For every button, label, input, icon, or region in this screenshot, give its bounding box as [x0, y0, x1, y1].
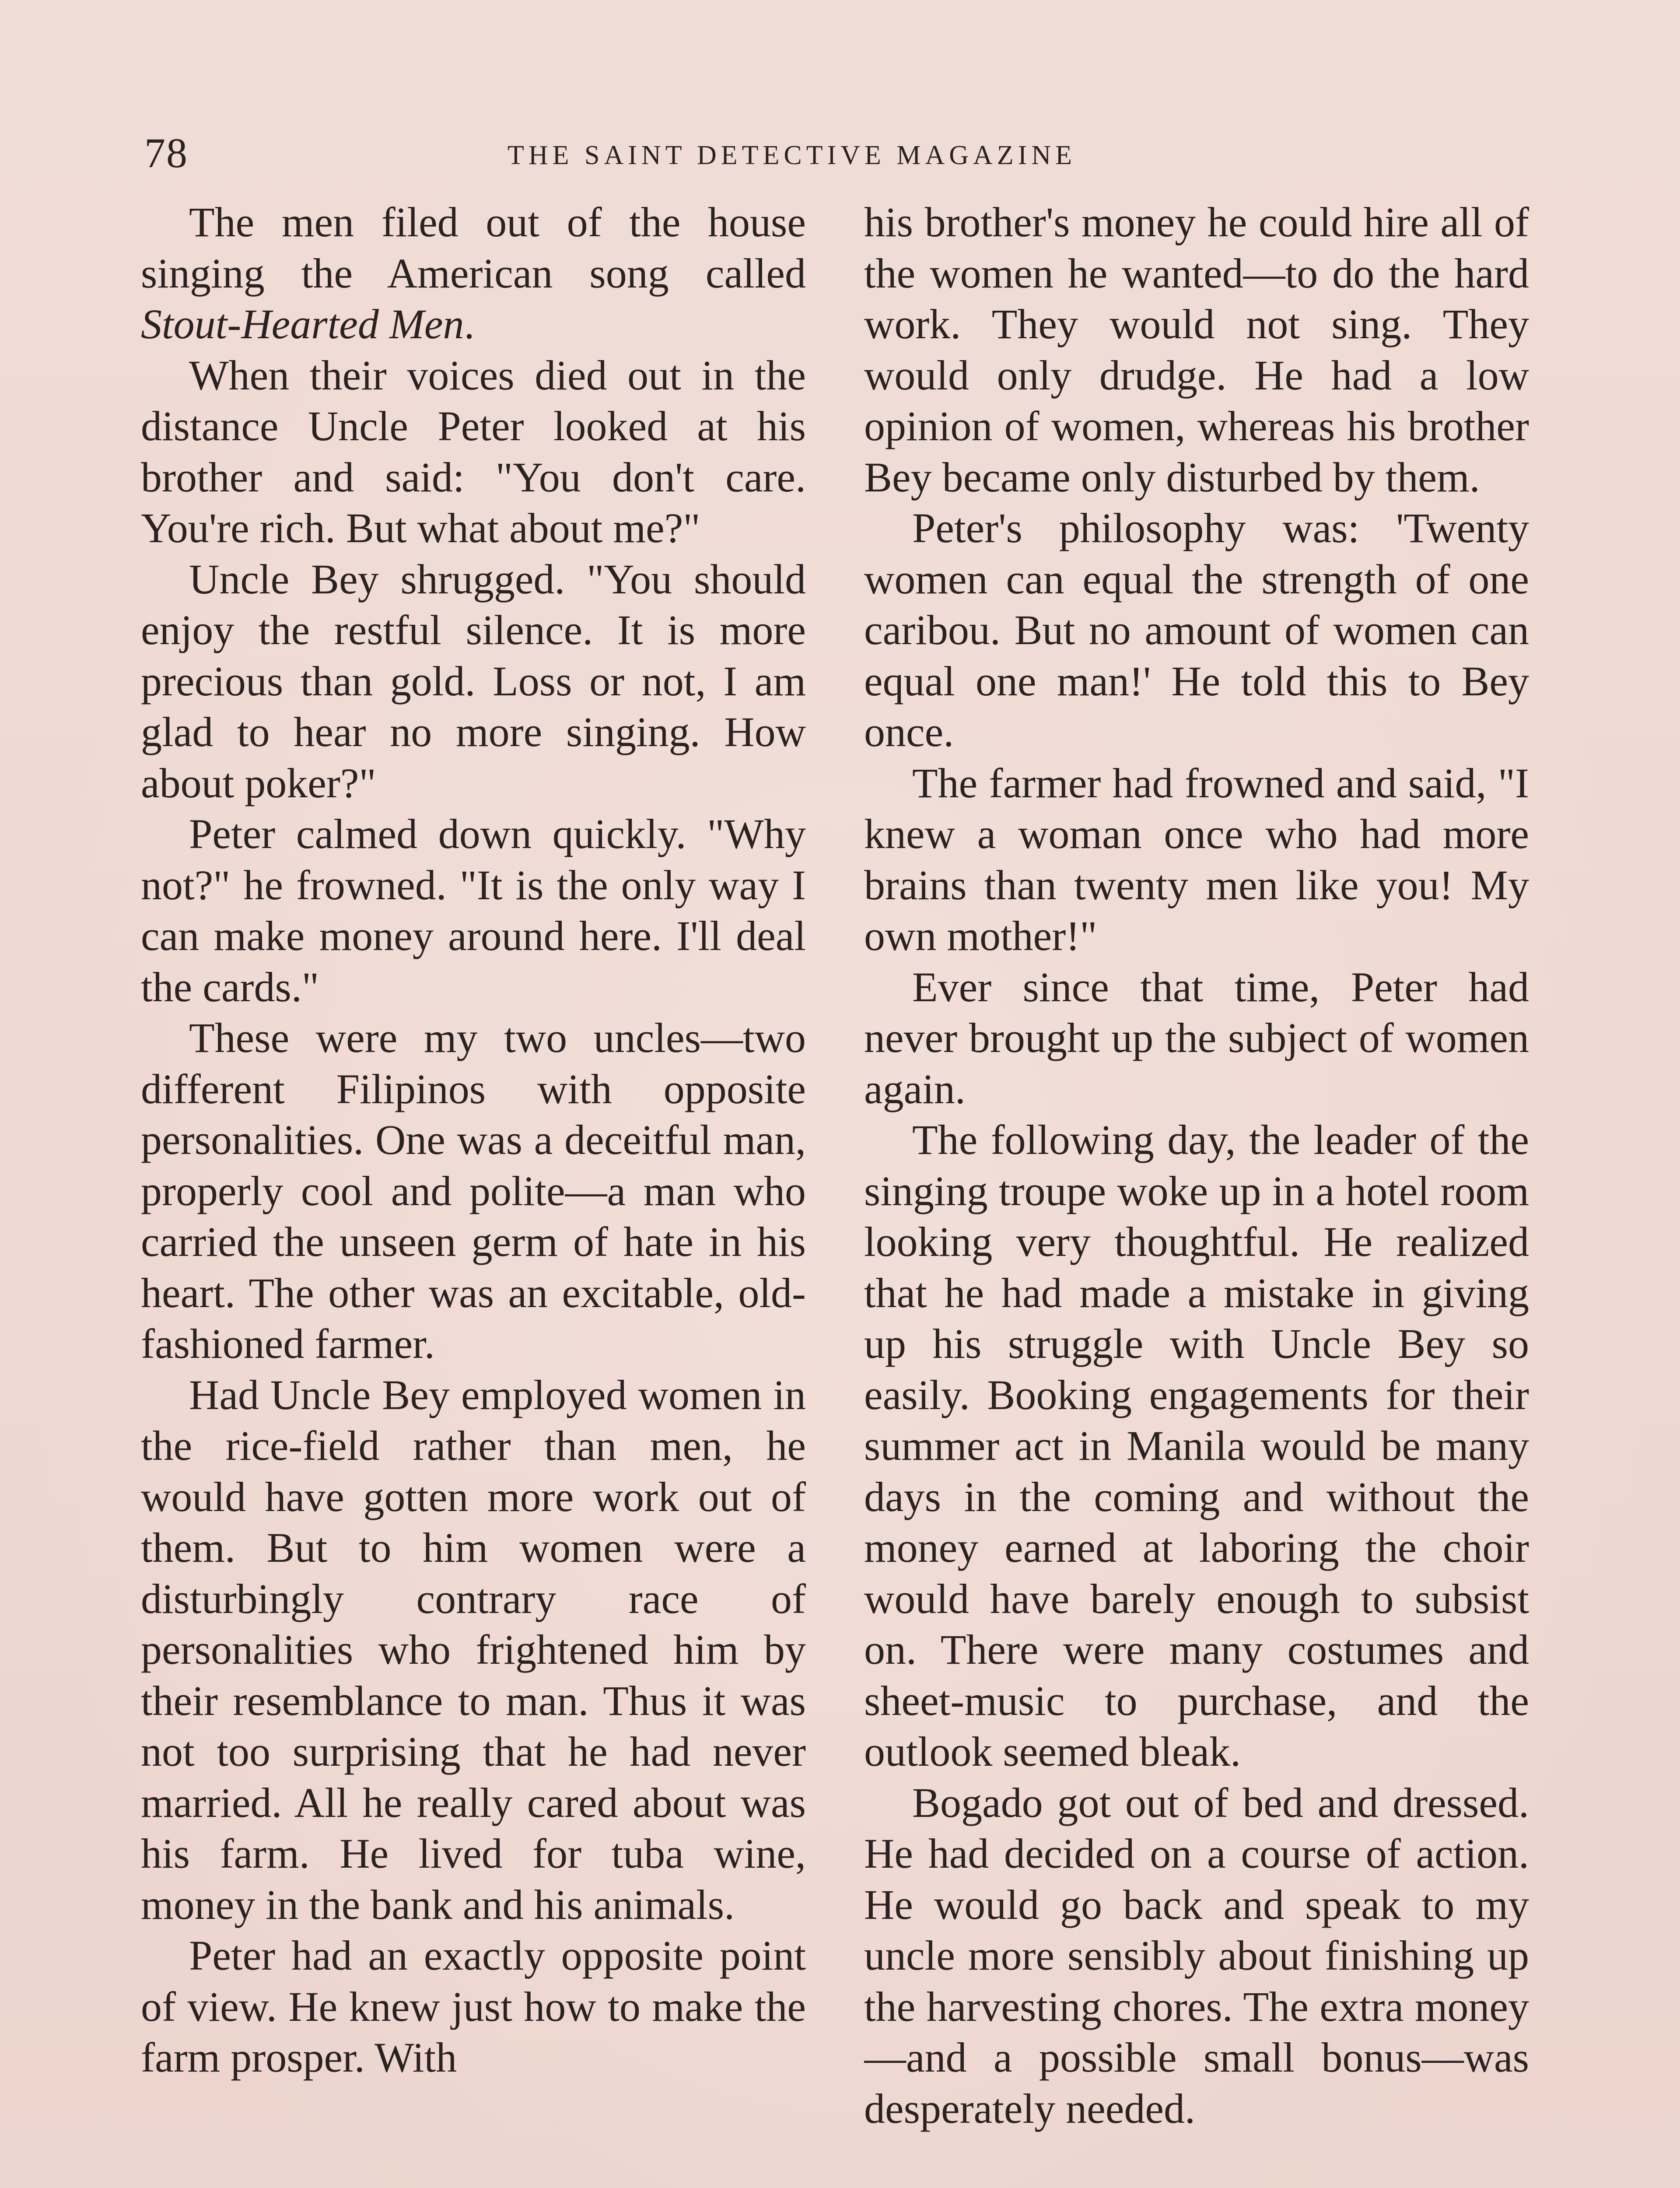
- paragraph-continued: his brother's money he could hire all of the women he wanted—to do the hard work. They would not sing. They would only drudge. He had a low opinion of women, whereas his brother Bey became only disturbed by them.: [864, 199, 1529, 501]
- paragraph-text: The men filed out of the house singing the American song called: [141, 199, 806, 297]
- paragraph: Ever since that time, Peter had never brought up the subject of women again.: [864, 963, 1529, 1112]
- page-header: [144, 127, 1536, 179]
- paragraph: Peter calmed down quickly. "Why not?" he frowned. "It is the only way I can make money around here. I'll deal the cards.": [141, 810, 806, 1010]
- paragraph: Had Uncle Bey employed women in the rice-field rather than men, he would have gotten more work out of them. But to him women were a disturbingly contrary race of personalities who frightened him by their resemblance to man. Thus it was not too surprising that he had never married. All he really cared about was his farm. He lived for tuba wine, money in the bank and his animals.: [141, 1371, 806, 1928]
- paragraph: The farmer had frowned and said, "I knew a woman once who had more brains than twenty men like you! My own mother!": [864, 759, 1529, 959]
- paragraph: Uncle Bey shrugged. "You should enjoy the restful silence. It is more precious than gold. Loss or not, I am glad to hear no more singing. How about poker?": [141, 555, 806, 806]
- right-column: [864, 197, 1529, 2188]
- paragraph: When their voices died out in the distance Uncle Peter looked at his brother and said: "You don't care. You're rich. But what about me?": [141, 351, 806, 551]
- paragraph: These were my two uncles—two different Filipinos with opposite personalities. One was a deceitful man, properly cool and polite—a man who carried the unseen germ of hate in his heart. The other was an excitable, old-fashioned farmer.: [141, 1014, 806, 1367]
- song-title: Stout-Hearted Men: [141, 301, 464, 347]
- paragraph: The following day, the leader of the singing troupe woke up in a hotel room looking very thoughtful. He realized that he had made a mistake in giving up his struggle with Uncle Bey so easily. Booking engagements for their summer act in Manila would be many days in the coming and without the money earned at laboring the choir would have barely enough to subsist on. There were many costumes and sheet-music to purchase, and the outlook seemed bleak.: [864, 1116, 1529, 1775]
- running-title: THE SAINT DETECTIVE MAGAZINE: [508, 140, 1076, 170]
- paragraph-text: .: [464, 301, 475, 347]
- paragraph: Peter's philosophy was: 'Twenty women can equal the strength of one caribou. But no amount of women can equal one man!' He told this to Bey once.: [864, 505, 1529, 755]
- paragraph: Peter had an exactly opposite point of view. He knew just how to make the farm prosper. With: [141, 1932, 806, 2081]
- left-column: [141, 197, 806, 2188]
- paragraph: Bogado got out of bed and dressed. He had decided on a course of action. He would go back and speak to my uncle more sensibly about finishing up the harvesting chores. The extra money—and a possible small bonus—was desperately needed.: [864, 1779, 1529, 2132]
- page-number: 78: [144, 130, 188, 176]
- paragraph: [141, 197, 806, 350]
